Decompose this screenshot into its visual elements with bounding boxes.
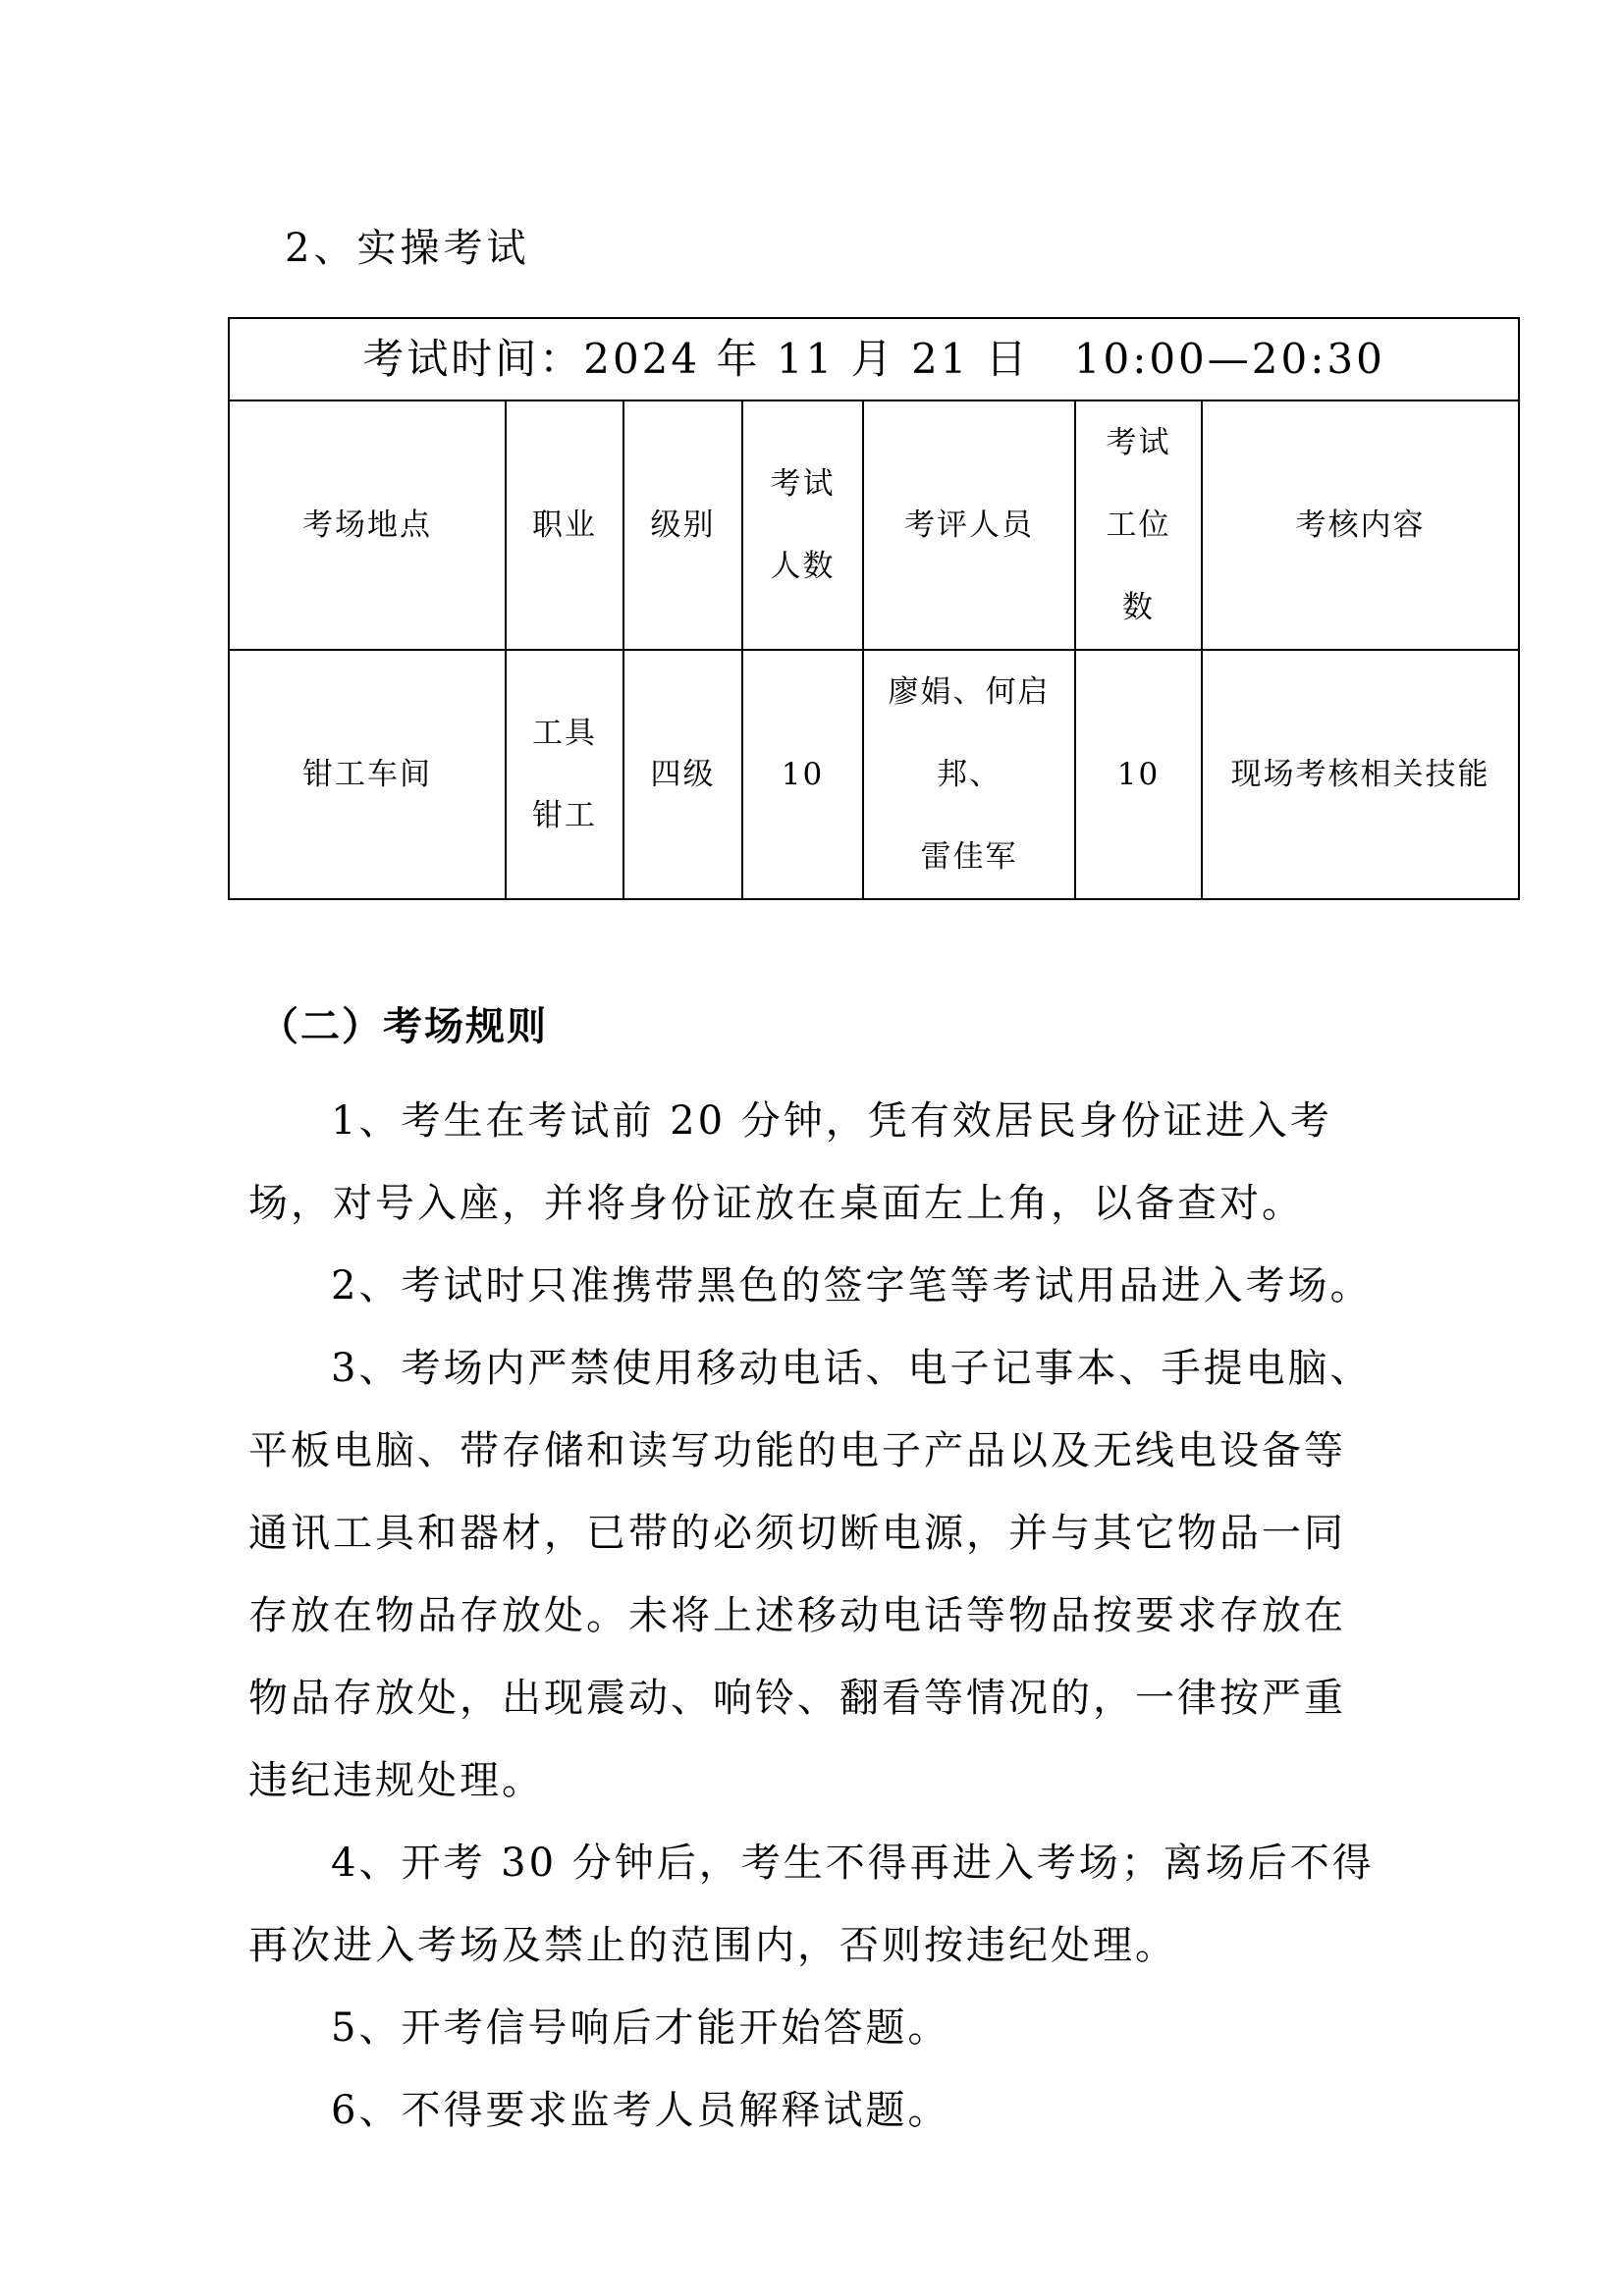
cell-location xyxy=(229,650,506,899)
rules-heading: （二）考场规则 xyxy=(259,1003,548,1049)
cell-level-text: 四级 xyxy=(650,757,716,792)
exam-time-row xyxy=(229,318,1519,400)
table-header-row xyxy=(229,400,1519,650)
header-workstations-line2: 工位 xyxy=(1106,507,1171,543)
rule-item-5: 5、开考信号响后才能开始答题。 xyxy=(331,2005,950,2051)
exam-schedule-table xyxy=(228,317,1520,900)
header-content-text: 考核内容 xyxy=(1295,507,1426,543)
rule-item-1: 1、考生在考试前 20 分钟，凭有效居民身份证进入考场，对号入座，并将身份证放在桌面左上角，以备查对。 xyxy=(248,1098,1332,1226)
header-occupation xyxy=(506,400,623,650)
header-level xyxy=(623,400,742,650)
cell-occupation-line2: 钳工 xyxy=(532,798,597,833)
header-workstations xyxy=(1075,400,1202,650)
header-examinee-count-line2: 人数 xyxy=(770,549,836,584)
rule-item-3: 3、考场内严禁使用移动电话、电子记事本、手提电脑、平板电脑、带存储和读写功能的电子产品以及无线电设备等通讯工具和器材，已带的必须切断电源，并与其它物品一同存放在物品存放处。未将上述移动电话等物品按要求存放在物品存放处，出现震动、响铃、翻看等情况的，一律按严重违纪违规处理。 xyxy=(248,1346,1373,1803)
rules-list xyxy=(248,1080,1387,2152)
cell-workstations xyxy=(1075,650,1202,899)
header-location xyxy=(229,400,506,650)
header-workstations-line1: 考试 xyxy=(1106,425,1171,460)
header-examinee-count xyxy=(742,400,863,650)
cell-level xyxy=(623,650,742,899)
cell-location-text: 钳工车间 xyxy=(302,757,432,792)
header-examiners-text: 考评人员 xyxy=(904,507,1034,543)
exam-time-cell: 考试时间：2024 年 11 月 21 日 10:00—20:30 xyxy=(229,318,1519,400)
header-examinee-count-line1: 考试 xyxy=(770,466,836,502)
cell-content xyxy=(1202,650,1519,899)
cell-occupation-line1: 工具 xyxy=(532,716,597,751)
rule-item-6: 6、不得要求监考人员解释试题。 xyxy=(331,2088,950,2133)
header-location-text: 考场地点 xyxy=(302,507,432,543)
header-content xyxy=(1202,400,1519,650)
table-row xyxy=(229,650,1519,899)
cell-examiners xyxy=(863,650,1075,899)
cell-examinee-count-text: 10 xyxy=(781,757,825,792)
rule-item-2: 2、考试时只准携带黑色的签字笔等考试用品进入考场。 xyxy=(331,1263,1373,1308)
header-level-text: 级别 xyxy=(650,507,716,543)
cell-examiners-line1: 廖娟、何启邦、 xyxy=(888,674,1051,792)
cell-examiners-line2: 雷佳军 xyxy=(920,839,1018,875)
rule-item-4: 4、开考 30 分钟后，考生不得再进入考场；离场后不得再次进入考场及禁止的范围内，否则按违纪处理。 xyxy=(248,1841,1375,1968)
header-occupation-text: 职业 xyxy=(532,507,597,543)
header-examiners xyxy=(863,400,1075,650)
cell-workstations-text: 10 xyxy=(1116,757,1161,792)
cell-occupation xyxy=(506,650,623,899)
section-heading: 2、实操考试 xyxy=(285,226,530,271)
cell-content-text: 现场考核相关技能 xyxy=(1230,757,1490,792)
header-workstations-line3: 数 xyxy=(1122,590,1155,625)
cell-examinee-count xyxy=(742,650,863,899)
